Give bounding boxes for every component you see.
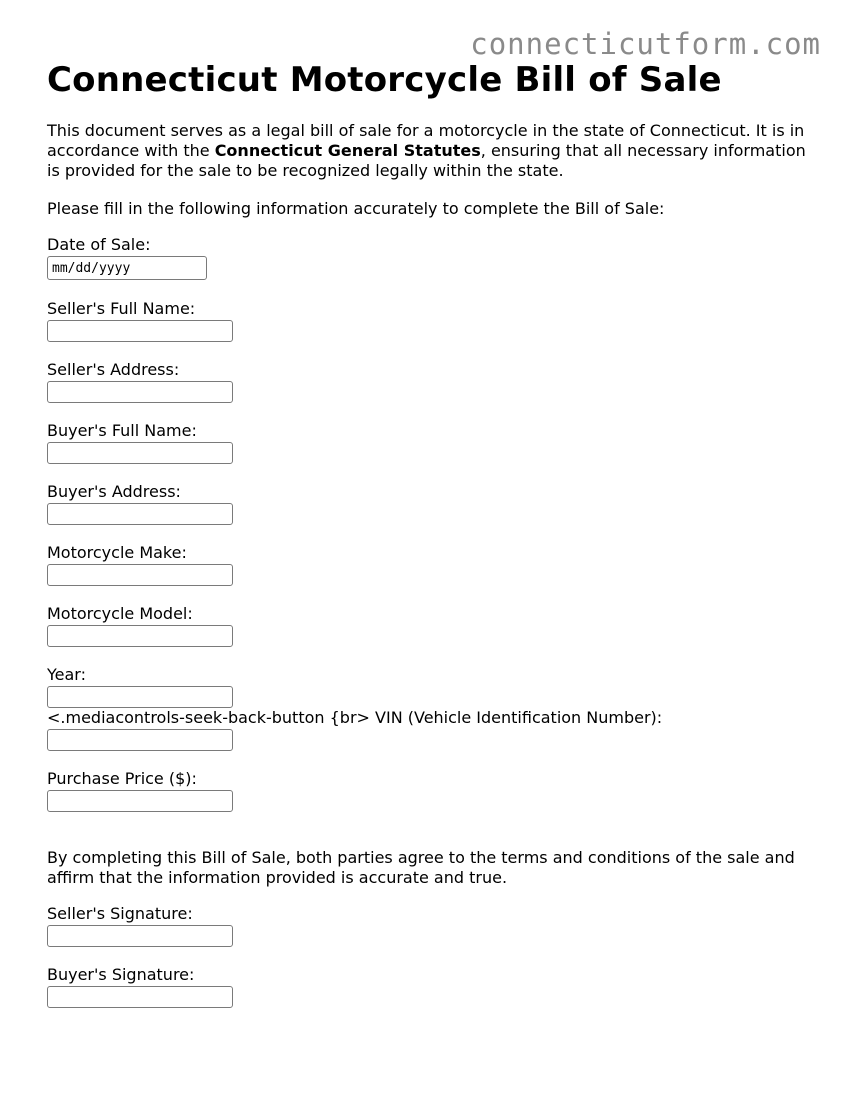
buyer-name-label: Buyer's Full Name: bbox=[47, 421, 197, 440]
date-of-sale-group bbox=[47, 235, 807, 280]
motorcycle-model-input[interactable] bbox=[47, 625, 233, 647]
motorcycle-model-label: Motorcycle Model: bbox=[47, 604, 193, 623]
seller-signature-label: Seller's Signature: bbox=[47, 904, 193, 923]
purchase-price-label: Purchase Price ($): bbox=[47, 769, 197, 788]
buyer-name-input[interactable] bbox=[47, 442, 233, 464]
purchase-price-input[interactable] bbox=[47, 790, 233, 812]
seller-signature-input[interactable] bbox=[47, 925, 233, 947]
page-title: Connecticut Motorcycle Bill of Sale bbox=[47, 60, 722, 100]
buyer-address-label: Buyer's Address: bbox=[47, 482, 181, 501]
bill-of-sale-form bbox=[47, 58, 807, 1008]
date-of-sale-input[interactable] bbox=[47, 256, 207, 280]
instruction-text: Please fill in the following information accurately to complete the Bill of Sale: bbox=[47, 199, 665, 218]
statutes-reference: Connecticut General Statutes bbox=[214, 141, 481, 160]
motorcycle-make-group bbox=[47, 543, 807, 586]
seller-name-group bbox=[47, 299, 807, 342]
seller-address-input[interactable] bbox=[47, 381, 233, 403]
seller-address-label: Seller's Address: bbox=[47, 360, 180, 379]
seller-signature-group bbox=[47, 904, 807, 947]
vin-input[interactable] bbox=[47, 729, 233, 751]
buyer-address-input[interactable] bbox=[47, 503, 233, 525]
purchase-price-group bbox=[47, 769, 807, 812]
buyer-signature-label: Buyer's Signature: bbox=[47, 965, 195, 984]
buyer-signature-group bbox=[47, 965, 807, 1008]
motorcycle-model-group bbox=[47, 604, 807, 647]
agreement-paragraph: By completing this Bill of Sale, both parties agree to the terms and conditions of the sale and affirm that the information provided is accurate and true. bbox=[47, 848, 795, 887]
seller-address-group bbox=[47, 360, 807, 403]
motorcycle-make-input[interactable] bbox=[47, 564, 233, 586]
year-label: Year: bbox=[47, 665, 86, 684]
intro-paragraph bbox=[47, 121, 807, 181]
buyer-address-group bbox=[47, 482, 807, 525]
year-input[interactable] bbox=[47, 686, 233, 708]
intro-text-end: , ensuring that all necessary information is provided for the sale to be recognized legally within the state. bbox=[47, 141, 806, 180]
vin-group bbox=[47, 708, 807, 751]
seller-name-input[interactable] bbox=[47, 320, 233, 342]
motorcycle-make-label: Motorcycle Make: bbox=[47, 543, 187, 562]
year-group bbox=[47, 665, 807, 708]
buyer-signature-input[interactable] bbox=[47, 986, 233, 1008]
intro-text-start: This document serves as a legal bill of sale for a motorcycle in the state of Connecticut. It is in accordance with the bbox=[47, 121, 805, 160]
date-of-sale-label: Date of Sale: bbox=[47, 235, 151, 254]
seller-name-label: Seller's Full Name: bbox=[47, 299, 196, 318]
vin-label: <.mediacontrols-seek-back-button {br> VIN (Vehicle Identification Number): bbox=[47, 708, 663, 727]
buyer-name-group bbox=[47, 421, 807, 464]
site-watermark: connecticutform.com bbox=[470, 27, 821, 61]
